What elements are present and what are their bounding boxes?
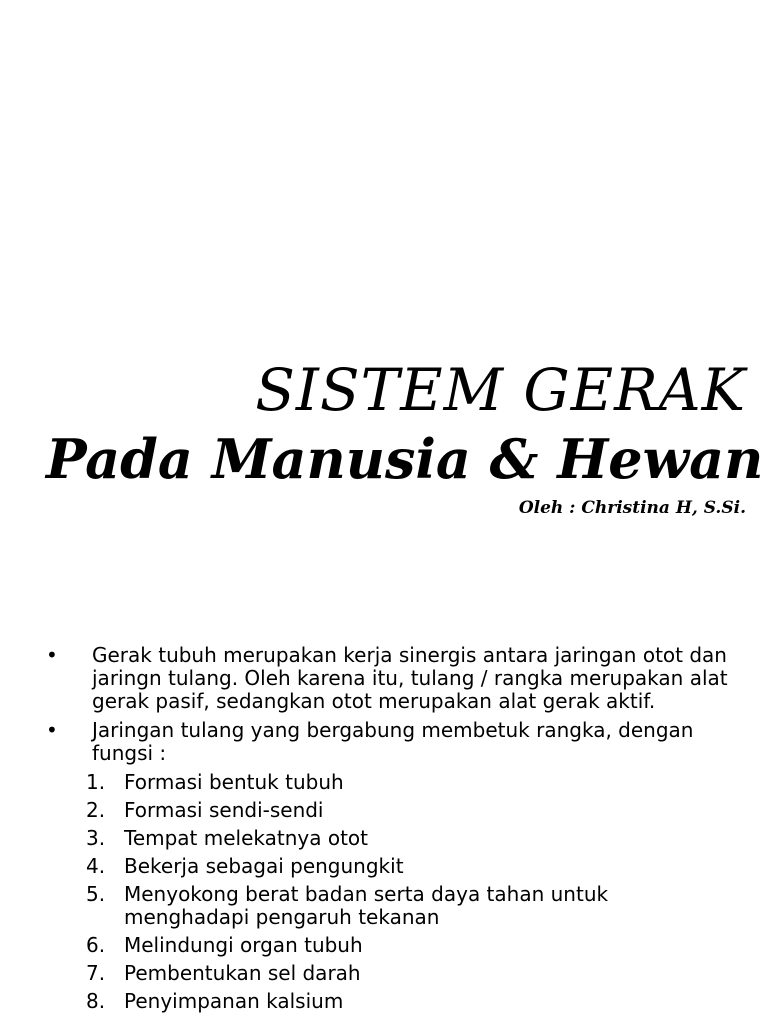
function-number: 5.: [86, 882, 106, 906]
function-text: Melindungi organ tubuh: [124, 933, 363, 957]
function-item: [0, 934, 768, 957]
function-number: 4.: [86, 854, 106, 878]
function-number: 8.: [86, 989, 106, 1013]
function-text: Formasi sendi-sendi: [124, 798, 324, 822]
function-text: Pembentukan sel darah: [124, 961, 361, 985]
content-body: [0, 644, 768, 1018]
function-number: 1.: [86, 770, 106, 794]
function-item: [0, 962, 768, 985]
function-item: [0, 855, 768, 878]
bullet-text: Gerak tubuh merupakan kerja sinergis antara jaringan otot dan jaringn tulang. Oleh karena itu, tulang / rangka merupakan alat gerak pasif, sedangkan otot merupakan alat gerak aktif.: [92, 643, 728, 713]
function-number: 2.: [86, 798, 106, 822]
author-credit: Oleh : Christina H, S.Si.: [518, 498, 746, 518]
bullet-item: [0, 719, 768, 765]
function-number: 6.: [86, 933, 106, 957]
function-text: Menyokong berat badan serta daya tahan untuk menghadapi pengaruh tekanan: [124, 882, 609, 929]
bullet-text: Jaringan tulang yang bergabung membetuk rangka, dengan fungsi :: [92, 718, 694, 765]
function-number: 3.: [86, 826, 106, 850]
bullet-marker: •: [46, 718, 58, 742]
page-subtitle: Pada Manusia & Hewan: [46, 427, 764, 491]
page-title: SISTEM GERAK: [255, 356, 746, 424]
function-number: 7.: [86, 961, 106, 985]
function-item: [0, 771, 768, 794]
function-item: [0, 883, 768, 929]
title-block: [46, 356, 764, 520]
bullet-item: [0, 644, 768, 713]
function-item: [0, 827, 768, 850]
function-text: Bekerja sebagai pengungkit: [124, 854, 404, 878]
function-text: Tempat melekatnya otot: [124, 826, 369, 850]
function-item: [0, 990, 768, 1013]
function-text: Penyimpanan kalsium: [124, 989, 344, 1013]
bullet-marker: •: [46, 643, 58, 667]
function-item: [0, 799, 768, 822]
function-text: Formasi bentuk tubuh: [124, 770, 344, 794]
